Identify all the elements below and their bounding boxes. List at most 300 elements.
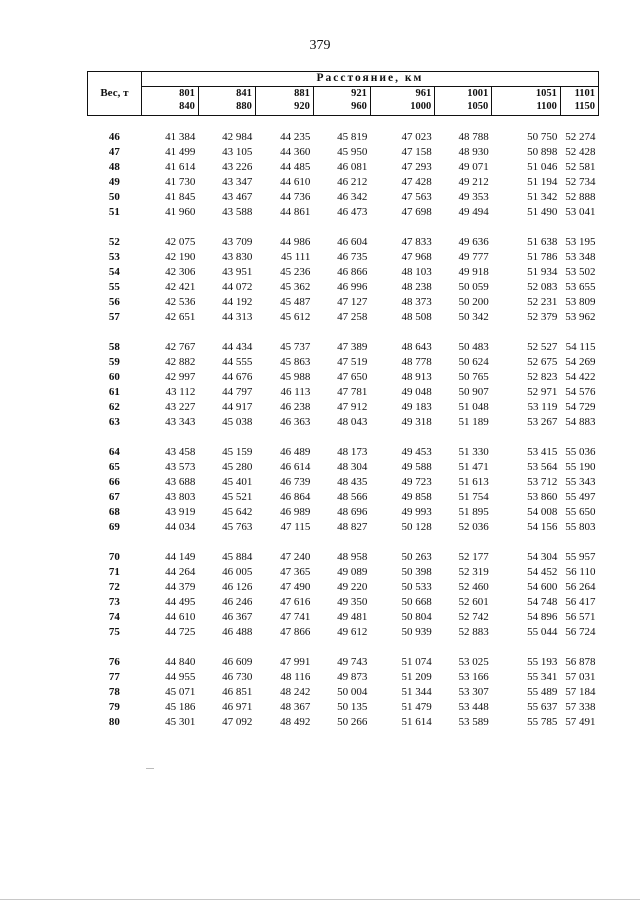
tariff-cell: 45 521 <box>222 491 253 503</box>
weight-cell: 50 <box>108 191 120 203</box>
tariff-cell: 45 950 <box>337 146 368 158</box>
tariff-cell: 49 743 <box>337 656 368 668</box>
tariff-cell: 43 226 <box>222 161 253 173</box>
tariff-cell: 47 127 <box>337 296 368 308</box>
tariff-cell: 44 149 <box>165 551 196 563</box>
tariff-cell: 43 347 <box>222 176 253 188</box>
tariff-cell: 54 748 <box>527 596 558 608</box>
tariff-cell: 53 860 <box>527 491 558 503</box>
table-row <box>88 715 599 730</box>
weight-cell: 49 <box>108 176 120 188</box>
tariff-cell: 43 830 <box>222 251 253 263</box>
tariff-cell: 57 338 <box>565 701 596 713</box>
tariff-cell: 46 996 <box>337 281 368 293</box>
tariff-cell: 51 934 <box>527 266 558 278</box>
tariff-cell: 53 348 <box>565 251 596 263</box>
tariff-cell: 43 919 <box>165 506 196 518</box>
tariff-cell: 45 737 <box>280 341 311 353</box>
tariff-cell: 47 698 <box>401 206 432 218</box>
tariff-cell: 51 638 <box>527 236 558 248</box>
table-row <box>88 550 599 565</box>
tariff-cell: 46 730 <box>222 671 253 683</box>
tariff-cell: 52 083 <box>527 281 558 293</box>
tariff-cell: 47 991 <box>280 656 311 668</box>
tariff-cell: 41 845 <box>165 191 196 203</box>
tariff-cell: 53 025 <box>458 656 489 668</box>
range-from: 841 <box>236 88 252 99</box>
tariff-cell: 50 533 <box>401 581 432 593</box>
tariff-cell: 45 071 <box>165 686 196 698</box>
tariff-cell: 47 781 <box>337 386 368 398</box>
tariff-cell: 47 023 <box>401 131 432 143</box>
range-from: 881 <box>294 88 310 99</box>
tariff-cell: 47 293 <box>401 161 432 173</box>
tariff-cell: 49 636 <box>458 236 489 248</box>
tariff-cell: 55 341 <box>527 671 558 683</box>
tariff-cell: 48 103 <box>401 266 432 278</box>
tariff-table <box>87 71 599 730</box>
tariff-cell: 46 488 <box>222 626 253 638</box>
table-row <box>88 130 599 145</box>
tariff-cell: 52 177 <box>458 551 489 563</box>
tariff-cell: 54 115 <box>565 341 596 353</box>
weight-cell: 55 <box>108 281 120 293</box>
table-row <box>88 700 599 715</box>
tariff-cell: 47 650 <box>337 371 368 383</box>
tariff-cell: 45 159 <box>222 446 253 458</box>
tariff-cell: 51 342 <box>527 191 558 203</box>
table-row <box>88 370 599 385</box>
weight-cell: 62 <box>108 401 120 413</box>
weight-cell: 53 <box>108 251 120 263</box>
tariff-cell: 46 971 <box>222 701 253 713</box>
tariff-cell: 43 803 <box>165 491 196 503</box>
tariff-cell: 52 823 <box>527 371 558 383</box>
tariff-cell: 47 365 <box>280 566 311 578</box>
tariff-cell: 46 989 <box>280 506 311 518</box>
tariff-cell: 51 471 <box>458 461 489 473</box>
page-number: 379 <box>309 38 331 53</box>
tariff-cell: 47 866 <box>280 626 311 638</box>
tariff-cell: 50 004 <box>337 686 368 698</box>
tariff-cell: 43 951 <box>222 266 253 278</box>
tariff-cell: 48 173 <box>337 446 368 458</box>
tariff-cell: 49 212 <box>458 176 489 188</box>
tariff-cell: 49 858 <box>401 491 432 503</box>
tariff-cell: 43 227 <box>165 401 196 413</box>
weight-cell: 64 <box>108 446 120 458</box>
tariff-cell: 56 571 <box>565 611 596 623</box>
tariff-cell: 50 907 <box>458 386 489 398</box>
tariff-cell: 42 651 <box>165 311 196 323</box>
tariff-cell: 44 797 <box>222 386 253 398</box>
weight-cell: 65 <box>108 461 120 473</box>
tariff-cell: 52 581 <box>565 161 596 173</box>
tariff-cell: 53 655 <box>565 281 596 293</box>
tariff-cell: 46 367 <box>222 611 253 623</box>
table-row <box>88 400 599 415</box>
tariff-cell: 46 614 <box>280 461 311 473</box>
tariff-cell: 44 917 <box>222 401 253 413</box>
tariff-cell: 49 481 <box>337 611 368 623</box>
tariff-cell: 50 263 <box>401 551 432 563</box>
tariff-cell: 49 318 <box>401 416 432 428</box>
range-from: 1001 <box>467 88 489 99</box>
table-row <box>88 670 599 685</box>
table-row <box>88 580 599 595</box>
distance-header: Расстояние, км <box>141 72 598 87</box>
tariff-cell: 44 861 <box>280 206 311 218</box>
tariff-cell: 51 074 <box>401 656 432 668</box>
tariff-cell: 43 709 <box>222 236 253 248</box>
range-to: 920 <box>294 101 310 112</box>
tariff-cell: 47 428 <box>401 176 432 188</box>
tariff-cell: 43 105 <box>222 146 253 158</box>
tariff-cell: 44 610 <box>280 176 311 188</box>
weight-cell: 48 <box>108 161 120 173</box>
tariff-cell: 42 190 <box>165 251 196 263</box>
tariff-cell: 54 269 <box>565 356 596 368</box>
tariff-cell: 46 489 <box>280 446 311 458</box>
tariff-cell: 55 785 <box>527 716 558 728</box>
tariff-cell: 45 863 <box>280 356 311 368</box>
tariff-cell: 41 384 <box>165 131 196 143</box>
table-header <box>88 72 599 116</box>
tariff-cell: 52 742 <box>458 611 489 623</box>
tariff-cell: 53 307 <box>458 686 489 698</box>
tariff-cell: 51 046 <box>527 161 558 173</box>
tariff-cell: 47 115 <box>280 521 311 533</box>
tariff-cell: 55 193 <box>527 656 558 668</box>
tariff-cell: 44 235 <box>280 131 311 143</box>
tariff-cell: 45 301 <box>165 716 196 728</box>
tariff-cell: 47 741 <box>280 611 311 623</box>
table-row <box>88 235 599 250</box>
tariff-cell: 45 038 <box>222 416 253 428</box>
tariff-cell: 49 612 <box>337 626 368 638</box>
tariff-cell: 55 489 <box>527 686 558 698</box>
tariff-cell: 57 031 <box>565 671 596 683</box>
tariff-cell: 47 389 <box>337 341 368 353</box>
tariff-cell: 50 939 <box>401 626 432 638</box>
tariff-cell: 49 777 <box>458 251 489 263</box>
tariff-cell: 42 306 <box>165 266 196 278</box>
tariff-cell: 52 883 <box>458 626 489 638</box>
distance-range-header <box>492 87 561 116</box>
tariff-cell: 43 467 <box>222 191 253 203</box>
weight-cell: 60 <box>108 371 120 383</box>
tariff-cell: 50 398 <box>401 566 432 578</box>
tariff-cell: 53 415 <box>527 446 558 458</box>
tariff-cell: 45 186 <box>165 701 196 713</box>
tariff-cell: 54 422 <box>565 371 596 383</box>
tariff-cell: 41 614 <box>165 161 196 173</box>
tariff-cell: 45 988 <box>280 371 311 383</box>
tariff-cell: 47 968 <box>401 251 432 263</box>
tariff-cell: 56 264 <box>565 581 596 593</box>
range-from: 961 <box>415 88 432 99</box>
tariff-cell: 49 353 <box>458 191 489 203</box>
tariff-cell: 44 986 <box>280 236 311 248</box>
tariff-cell: 46 735 <box>337 251 368 263</box>
tariff-cell: 42 984 <box>222 131 253 143</box>
tariff-cell: 46 363 <box>280 416 311 428</box>
tariff-cell: 53 589 <box>458 716 489 728</box>
tariff-cell: 53 448 <box>458 701 489 713</box>
tariff-cell: 48 492 <box>280 716 311 728</box>
tariff-cell: 49 588 <box>401 461 432 473</box>
tariff-cell: 44 034 <box>165 521 196 533</box>
tariff-cell: 48 367 <box>280 701 311 713</box>
weight-cell: 58 <box>108 341 120 353</box>
tariff-cell: 53 962 <box>565 311 596 323</box>
tariff-cell: 55 343 <box>565 476 596 488</box>
tariff-cell: 42 075 <box>165 236 196 248</box>
tariff-cell: 51 194 <box>527 176 558 188</box>
tariff-cell: 45 111 <box>280 251 311 263</box>
tariff-cell: 47 563 <box>401 191 432 203</box>
tariff-table-container <box>87 71 599 730</box>
tariff-cell: 51 189 <box>458 416 489 428</box>
distance-range-header <box>141 87 198 116</box>
tariff-cell: 46 081 <box>337 161 368 173</box>
table-body <box>88 116 599 731</box>
tariff-cell: 46 246 <box>222 596 253 608</box>
tariff-cell: 55 803 <box>565 521 596 533</box>
range-to: 880 <box>236 101 252 112</box>
tariff-cell: 43 688 <box>165 476 196 488</box>
tariff-cell: 51 754 <box>458 491 489 503</box>
tariff-cell: 53 267 <box>527 416 558 428</box>
tariff-cell: 51 786 <box>527 251 558 263</box>
tariff-cell: 50 266 <box>337 716 368 728</box>
table-row <box>88 565 599 580</box>
table-row <box>88 595 599 610</box>
weight-cell: 47 <box>108 146 120 158</box>
tariff-cell: 49 918 <box>458 266 489 278</box>
tariff-cell: 47 158 <box>401 146 432 158</box>
tariff-cell: 55 957 <box>565 551 596 563</box>
range-from: 1051 <box>535 88 557 99</box>
tariff-cell: 45 819 <box>337 131 368 143</box>
distance-range-header <box>370 87 434 116</box>
tariff-cell: 46 005 <box>222 566 253 578</box>
table-row <box>88 205 599 220</box>
tariff-cell: 44 555 <box>222 356 253 368</box>
tariff-cell: 54 896 <box>527 611 558 623</box>
tariff-cell: 49 048 <box>401 386 432 398</box>
tariff-cell: 53 809 <box>565 296 596 308</box>
table-row <box>88 445 599 460</box>
range-from: 1101 <box>574 88 595 99</box>
tariff-cell: 44 676 <box>222 371 253 383</box>
tariff-cell: 55 497 <box>565 491 596 503</box>
tariff-cell: 45 362 <box>280 281 311 293</box>
tariff-cell: 44 485 <box>280 161 311 173</box>
weight-cell: 80 <box>108 716 120 728</box>
tariff-cell: 55 190 <box>565 461 596 473</box>
tariff-cell: 44 360 <box>280 146 311 158</box>
tariff-cell: 53 502 <box>565 266 596 278</box>
tariff-cell: 54 156 <box>527 521 558 533</box>
tariff-cell: 54 008 <box>527 506 558 518</box>
tariff-cell: 42 882 <box>165 356 196 368</box>
table-row <box>88 520 599 535</box>
tariff-cell: 50 750 <box>527 131 558 143</box>
tariff-cell: 48 373 <box>401 296 432 308</box>
tariff-cell: 47 912 <box>337 401 368 413</box>
tariff-cell: 48 116 <box>280 671 311 683</box>
tariff-cell: 50 898 <box>527 146 558 158</box>
tariff-cell: 49 723 <box>401 476 432 488</box>
tariff-cell: 48 566 <box>337 491 368 503</box>
table-row <box>88 655 599 670</box>
tariff-cell: 53 041 <box>565 206 596 218</box>
tariff-cell: 57 184 <box>565 686 596 698</box>
tariff-cell: 52 231 <box>527 296 558 308</box>
tariff-cell: 46 851 <box>222 686 253 698</box>
table-row <box>88 415 599 430</box>
table-row <box>88 280 599 295</box>
tariff-cell: 48 043 <box>337 416 368 428</box>
tariff-cell: 52 036 <box>458 521 489 533</box>
tariff-cell: 45 487 <box>280 296 311 308</box>
table-row <box>88 610 599 625</box>
group-gap <box>88 535 599 550</box>
distance-range-header <box>560 87 598 116</box>
tariff-cell: 50 200 <box>458 296 489 308</box>
tariff-cell: 49 350 <box>337 596 368 608</box>
table-row <box>88 490 599 505</box>
tariff-cell: 51 490 <box>527 206 558 218</box>
group-gap <box>88 430 599 445</box>
tariff-cell: 46 864 <box>280 491 311 503</box>
tariff-cell: 47 519 <box>337 356 368 368</box>
tariff-cell: 48 958 <box>337 551 368 563</box>
tariff-cell: 43 112 <box>165 386 196 398</box>
tariff-cell: 47 833 <box>401 236 432 248</box>
distance-range-header <box>435 87 492 116</box>
tariff-cell: 49 089 <box>337 566 368 578</box>
tariff-cell: 52 601 <box>458 596 489 608</box>
weight-cell: 66 <box>108 476 120 488</box>
tariff-cell: 54 883 <box>565 416 596 428</box>
tariff-cell: 45 612 <box>280 311 311 323</box>
tariff-cell: 45 884 <box>222 551 253 563</box>
tariff-cell: 50 059 <box>458 281 489 293</box>
tariff-cell: 55 036 <box>565 446 596 458</box>
tariff-cell: 52 527 <box>527 341 558 353</box>
weight-cell: 73 <box>108 596 120 608</box>
tariff-cell: 50 624 <box>458 356 489 368</box>
weight-cell: 68 <box>108 506 120 518</box>
weight-cell: 71 <box>108 566 120 578</box>
tariff-cell: 44 736 <box>280 191 311 203</box>
tariff-cell: 53 166 <box>458 671 489 683</box>
tariff-cell: 47 616 <box>280 596 311 608</box>
table-row <box>88 355 599 370</box>
tariff-cell: 45 280 <box>222 461 253 473</box>
tariff-cell: 51 613 <box>458 476 489 488</box>
tariff-cell: 49 494 <box>458 206 489 218</box>
tariff-cell: 48 930 <box>458 146 489 158</box>
tariff-cell: 46 473 <box>337 206 368 218</box>
tariff-cell: 48 913 <box>401 371 432 383</box>
tariff-cell: 48 778 <box>401 356 432 368</box>
table-row <box>88 295 599 310</box>
tariff-cell: 50 483 <box>458 341 489 353</box>
tariff-cell: 44 725 <box>165 626 196 638</box>
tariff-cell: 41 730 <box>165 176 196 188</box>
tariff-cell: 44 313 <box>222 311 253 323</box>
tariff-cell: 54 304 <box>527 551 558 563</box>
tariff-cell: 52 428 <box>565 146 596 158</box>
tariff-cell: 51 048 <box>458 401 489 413</box>
tariff-cell: 48 304 <box>337 461 368 473</box>
tariff-cell: 56 878 <box>565 656 596 668</box>
table-row <box>88 175 599 190</box>
tariff-cell: 46 609 <box>222 656 253 668</box>
table-row <box>88 625 599 640</box>
tariff-cell: 43 343 <box>165 416 196 428</box>
tariff-cell: 44 955 <box>165 671 196 683</box>
tariff-cell: 54 729 <box>565 401 596 413</box>
weight-cell: 78 <box>108 686 120 698</box>
tariff-cell: 55 650 <box>565 506 596 518</box>
tariff-cell: 51 344 <box>401 686 432 698</box>
weight-cell: 51 <box>108 206 120 218</box>
distance-range-header <box>198 87 255 116</box>
tariff-cell: 41 960 <box>165 206 196 218</box>
group-gap <box>88 640 599 655</box>
weight-cell: 77 <box>108 671 120 683</box>
tariff-cell: 49 453 <box>401 446 432 458</box>
table-row <box>88 160 599 175</box>
tariff-cell: 54 576 <box>565 386 596 398</box>
tariff-cell: 55 637 <box>527 701 558 713</box>
tariff-cell: 52 379 <box>527 311 558 323</box>
weight-cell: 70 <box>108 551 120 563</box>
tariff-cell: 44 610 <box>165 611 196 623</box>
tariff-cell: 44 840 <box>165 656 196 668</box>
tariff-cell: 46 604 <box>337 236 368 248</box>
tariff-cell: 42 536 <box>165 296 196 308</box>
tariff-cell: 51 330 <box>458 446 489 458</box>
tariff-cell: 52 675 <box>527 356 558 368</box>
table-row <box>88 475 599 490</box>
tariff-cell: 51 479 <box>401 701 432 713</box>
tariff-cell: 48 508 <box>401 311 432 323</box>
table-row <box>88 460 599 475</box>
weight-cell: 75 <box>108 626 120 638</box>
tariff-cell: 48 643 <box>401 341 432 353</box>
weight-cell: 61 <box>108 386 120 398</box>
tariff-cell: 47 092 <box>222 716 253 728</box>
tariff-cell: 44 434 <box>222 341 253 353</box>
table-row <box>88 265 599 280</box>
tariff-cell: 50 804 <box>401 611 432 623</box>
tariff-cell: 49 873 <box>337 671 368 683</box>
range-to: 1150 <box>574 101 595 112</box>
tariff-cell: 45 763 <box>222 521 253 533</box>
tariff-cell: 51 209 <box>401 671 432 683</box>
tariff-cell: 49 220 <box>337 581 368 593</box>
tariff-cell: 49 071 <box>458 161 489 173</box>
tariff-cell: 52 888 <box>565 191 596 203</box>
weight-cell: 52 <box>108 236 120 248</box>
weight-cell: 59 <box>108 356 120 368</box>
tariff-cell: 48 696 <box>337 506 368 518</box>
